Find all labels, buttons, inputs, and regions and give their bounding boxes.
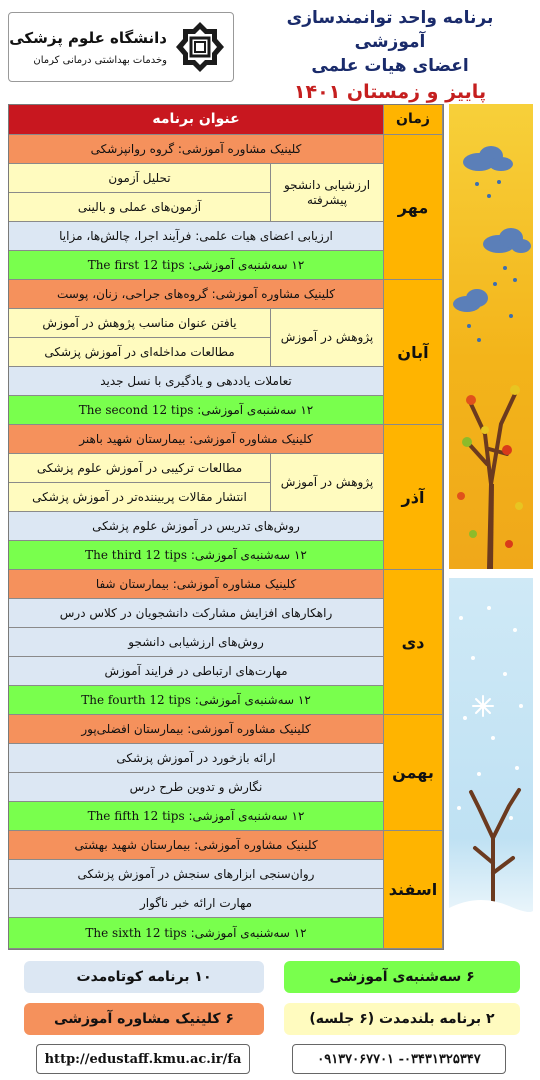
- title-season: پاییز و زمستان ۱۴۰۱: [293, 81, 487, 103]
- clinic-row: کلینیک مشاوره آموزشی: گروه روانپزشکی: [9, 135, 384, 164]
- column-header-time: زمان: [384, 105, 443, 135]
- long-program-row: آزمون‌های عملی و بالینی: [9, 193, 271, 222]
- winter-tree-icon: [449, 578, 533, 950]
- tuesday-tips-row: [9, 396, 384, 425]
- column-header-title: عنوان برنامه: [9, 105, 384, 135]
- university-emblem-icon: [173, 20, 227, 74]
- short-program-row: ارزیابی اعضای هیات علمی: فرآیند اجرا، چالش‌ها، مزایا: [9, 222, 384, 251]
- tip-title: The fourth 12 tips: [81, 692, 191, 707]
- month-dey: دی: [384, 570, 443, 715]
- phone-numbers: ۰۳۴۳۱۳۲۵۳۴۷- ۰۹۱۳۷۰۶۷۷۰۱: [292, 1044, 506, 1074]
- title-line-2: اعضای هیات علمی: [311, 56, 469, 76]
- tuesday-tips-row: [9, 686, 384, 715]
- month-esfand: اسفند: [384, 831, 443, 949]
- short-program-row: مهارت ارائه خبر ناگوار: [9, 889, 384, 918]
- winter-illustration: [449, 578, 533, 950]
- tip-title: The first 12 tips: [87, 257, 185, 272]
- long-program-row: تحلیل آزمون: [9, 164, 271, 193]
- tip-prefix: ۱۲ سه‌شنبه‌ی آموزشی:: [194, 692, 311, 707]
- tuesday-tips-row: [9, 541, 384, 570]
- tip-prefix: ۱۲ سه‌شنبه‌ی آموزشی:: [190, 547, 307, 562]
- month-azar: آذر: [384, 425, 443, 570]
- clinic-row: کلینیک مشاوره آموزشی: بیمارستان شهید بهشتی: [9, 831, 384, 860]
- tuesday-tips-row: [9, 802, 384, 831]
- clinic-row: کلینیک مشاوره آموزشی: بیمارستان شفا: [9, 570, 384, 599]
- month-aban: آبان: [384, 280, 443, 425]
- program-category: پژوهش در آموزش: [271, 309, 384, 367]
- short-program-row: روان‌سنجی ابزارهای سنجش در آموزش پزشکی: [9, 860, 384, 889]
- month-bahman: بهمن: [384, 715, 443, 831]
- long-program-row: مطالعات ترکیبی در آموزش علوم پزشکی: [9, 454, 271, 483]
- clinic-row: کلینیک مشاوره آموزشی: گروه‌های جراحی، زنان، پوست: [9, 280, 384, 309]
- clinic-row: کلینیک مشاوره آموزشی: بیمارستان افضلی‌پور: [9, 715, 384, 744]
- schedule-table: [8, 104, 444, 950]
- tuesday-tips-row: [9, 918, 384, 949]
- tip-title: The fifth 12 tips: [87, 808, 185, 823]
- university-subtitle: وخدمات بهداشتی درمانی کرمان: [33, 55, 167, 66]
- autumn-illustration: [449, 104, 533, 569]
- tip-prefix: ۱۲ سه‌شنبه‌ی آموزشی:: [190, 925, 307, 940]
- program-category: ارزشیابی دانشجو پیشرفته: [271, 164, 384, 222]
- tip-title: The sixth 12 tips: [85, 925, 187, 940]
- title-line-1: برنامه واحد توانمندسازی آموزشی: [286, 8, 494, 52]
- clinic-row: کلینیک مشاوره آموزشی: بیمارستان شهید باهنر: [9, 425, 384, 454]
- short-program-row: تعاملات یاددهی و یادگیری با نسل جدید: [9, 367, 384, 396]
- tuesday-tips-row: [9, 251, 384, 280]
- short-program-row: روش‌های تدریس در آموزش علوم پزشکی: [9, 512, 384, 541]
- short-program-row: مهارت‌های ارتباطی در فرایند آموزش: [9, 657, 384, 686]
- long-program-row: انتشار مقالات پربیننده‌تر در آموزش پزشکی: [9, 483, 271, 512]
- legend-clinics: ۶ کلینیک مشاوره آموزشی: [24, 1003, 264, 1035]
- short-program-row: روش‌های ارزشیابی دانشجو: [9, 628, 384, 657]
- short-program-row: نگارش و تدوین طرح درس: [9, 773, 384, 802]
- tip-title: The second 12 tips: [78, 402, 194, 417]
- legend-long-programs: ۲ برنامه بلندمدت (۶ جلسه): [284, 1003, 520, 1035]
- page-title: [250, 6, 530, 106]
- legend-short-programs: ۱۰ برنامه کوتاه‌مدت: [24, 961, 264, 993]
- website-url[interactable]: http://edustaff.kmu.ac.ir/fa: [36, 1044, 250, 1074]
- legend-tuesdays: ۶ سه‌شنبه‌ی آموزشی: [284, 961, 520, 993]
- university-name: دانشگاه علوم پزشکی: [9, 29, 167, 47]
- month-mehr: مهر: [384, 135, 443, 280]
- tip-prefix: ۱۲ سه‌شنبه‌ی آموزشی:: [188, 808, 305, 823]
- autumn-tree-icon: [449, 104, 533, 569]
- tip-prefix: ۱۲ سه‌شنبه‌ی آموزشی:: [188, 257, 305, 272]
- tip-title: The third 12 tips: [85, 547, 188, 562]
- tip-prefix: ۱۲ سه‌شنبه‌ی آموزشی:: [197, 402, 314, 417]
- program-category: پژوهش در آموزش: [271, 454, 384, 512]
- short-program-row: راهکارهای افزایش مشارکت دانشجویان در کلاس درس: [9, 599, 384, 628]
- long-program-row: یافتن عنوان مناسب پژوهش در آموزش: [9, 309, 271, 338]
- university-logo-box: [8, 12, 234, 82]
- short-program-row: ارائه بازخورد در آموزش پزشکی: [9, 744, 384, 773]
- long-program-row: مطالعات مداخله‌ای در آموزش پزشکی: [9, 338, 271, 367]
